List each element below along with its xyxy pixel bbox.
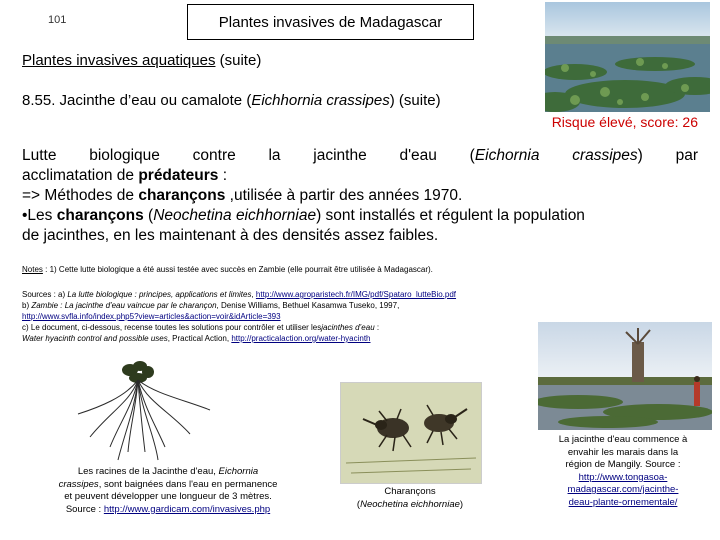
marsh-caption-link-1	[526, 472, 720, 485]
species-heading-latin: Eichhornia crassipes	[251, 92, 390, 109]
weevils-caption-paren-open: (	[356, 498, 361, 510]
body-line-4-bold: charançons	[56, 207, 144, 224]
body-text	[22, 146, 698, 246]
marsh-caption-link-part-1[interactable]: http://www.tongasoa-	[578, 471, 668, 483]
section-title	[22, 52, 261, 69]
roots-caption-link[interactable]: http://www.gardicam.com/invasives.php	[103, 503, 271, 515]
marsh-caption-link-3	[526, 497, 720, 510]
roots-caption-line-3: et peuvent développer une longueur de 3 mètres.	[64, 491, 272, 502]
source-a-sep: ,	[251, 290, 256, 299]
roots-caption-line-1-latin: Eichornia	[218, 466, 259, 477]
marsh-caption-line-3: région de Mangily. Source :	[565, 459, 681, 470]
weevils-caption-paren-close: )	[459, 498, 464, 510]
weevils-caption-line-1: Charançons	[384, 486, 436, 497]
roots-caption-line-2	[28, 479, 308, 492]
weevils-photo	[340, 382, 482, 484]
section-title-main: Plantes invasives aquatiques	[22, 52, 216, 69]
source-c-suffix: :	[374, 323, 380, 332]
source-b-link-row	[22, 311, 712, 322]
body-line-4-latin: Neochetina eichhorniae	[153, 207, 317, 224]
source-b-prefix: b)	[22, 301, 32, 310]
body-line-4-text: •Les	[22, 207, 57, 224]
body-line-4	[22, 206, 698, 226]
body-line-2-end: :	[218, 167, 228, 184]
notes-label: Notes	[22, 265, 43, 274]
species-heading-suffix: ) (suite)	[389, 92, 441, 109]
body-line-4-end: ) sont installés et régulent la population	[316, 207, 585, 224]
notes-text: : 1) Cette lutte biologique a été aussi testée avec succès en Zambie (elle pourrait être utilisée à Madagascar).	[42, 265, 433, 274]
body-line-4-paren: (	[143, 207, 154, 224]
source-a-title: La lutte biologique : principes, applications et limites	[67, 290, 252, 299]
body-line-2	[22, 166, 698, 186]
source-b-suffix: , Denise Williams, Bethuel Kasamwa Tuseko, 1997,	[216, 301, 400, 310]
body-line-1-latin: Eichornia crassipes	[474, 147, 638, 164]
page-title-text: Plantes invasives de Madagascar	[218, 13, 443, 31]
weevils-caption	[330, 486, 490, 511]
body-line-5: de jacinthes, en les maintenant à des densités assez faibles.	[22, 227, 439, 244]
body-line-1-text: Lutte biologique contre la jacinthe d'eau (	[22, 147, 475, 164]
source-c-prefix: c) Le document, ci-dessous, recense toutes les solutions pour contrôler et utiliser les	[22, 323, 322, 332]
section-title-suffix: (suite)	[215, 52, 262, 69]
marsh-photo	[538, 322, 712, 430]
source-b	[22, 300, 712, 311]
lake-photo	[545, 2, 710, 112]
source-a	[22, 289, 712, 300]
roots-caption	[28, 466, 308, 516]
source-a-prefix: Sources : a)	[22, 290, 68, 299]
roots-caption-line-4	[28, 504, 308, 517]
risk-score: Risque élevé, score: 26	[551, 114, 698, 130]
body-line-1	[22, 146, 698, 166]
weevils-caption-latin: Neochetina eichhorniae	[360, 498, 460, 510]
marsh-caption-link-part-3[interactable]: deau-plante-ornementale/	[568, 496, 678, 508]
source-d-mid: , Practical Action,	[167, 334, 232, 343]
roots-caption-line-2-text: , sont baignées dans l'eau en permanence	[98, 478, 278, 490]
roots-photo	[70, 352, 220, 462]
notes	[22, 264, 702, 275]
marsh-caption-link-part-2[interactable]: madagascar.com/jacinthe-	[567, 484, 679, 495]
roots-caption-source-label: Source :	[65, 503, 104, 515]
body-line-3-end: ,utilisée à partir des années 1970.	[225, 187, 463, 204]
marsh-caption	[526, 434, 720, 509]
marsh-caption-line-1: La jacinthe d'eau commence à	[558, 434, 688, 445]
roots-caption-line-1-text: Les racines de la Jacinthe d'eau,	[77, 466, 219, 477]
source-b-link[interactable]: http://www.svfla.info/index.php5?view=articles&action=voir&idArticle=393	[22, 312, 281, 321]
roots-caption-line-1	[28, 466, 308, 479]
source-b-title: Zambie : La jacinthe d'eau vaincue par le charançon	[31, 301, 217, 310]
source-d-title: Water hyacinth control and possible uses	[22, 334, 168, 343]
body-line-2-bold: prédateurs	[138, 167, 219, 184]
body-line-3	[22, 186, 698, 206]
body-line-3-text: => Méthodes de	[22, 187, 139, 204]
marsh-caption-line-2: envahir les marais dans la	[567, 446, 679, 458]
roots-caption-line-2-latin: crassipes	[58, 478, 99, 490]
body-line-1-end: ) par	[637, 147, 698, 164]
page-title	[187, 4, 474, 40]
source-a-link[interactable]: http://www.agroparistech.fr/IMG/pdf/Spataro_lutteBio.pdf	[255, 290, 457, 299]
marsh-caption-link-2	[526, 484, 720, 497]
source-d-link[interactable]: http://practicalaction.org/water-hyacinth	[231, 334, 371, 343]
species-heading-prefix: 8.55. Jacinthe d’eau ou camalote (	[22, 92, 252, 109]
source-c-title: jacinthes d’eau	[321, 323, 375, 332]
page-number: 101	[48, 14, 67, 26]
body-line-2-text: acclimatation de	[22, 167, 139, 184]
weevils-caption-line-2	[330, 499, 490, 512]
species-heading	[22, 92, 441, 109]
body-line-3-bold: charançons	[138, 187, 226, 204]
